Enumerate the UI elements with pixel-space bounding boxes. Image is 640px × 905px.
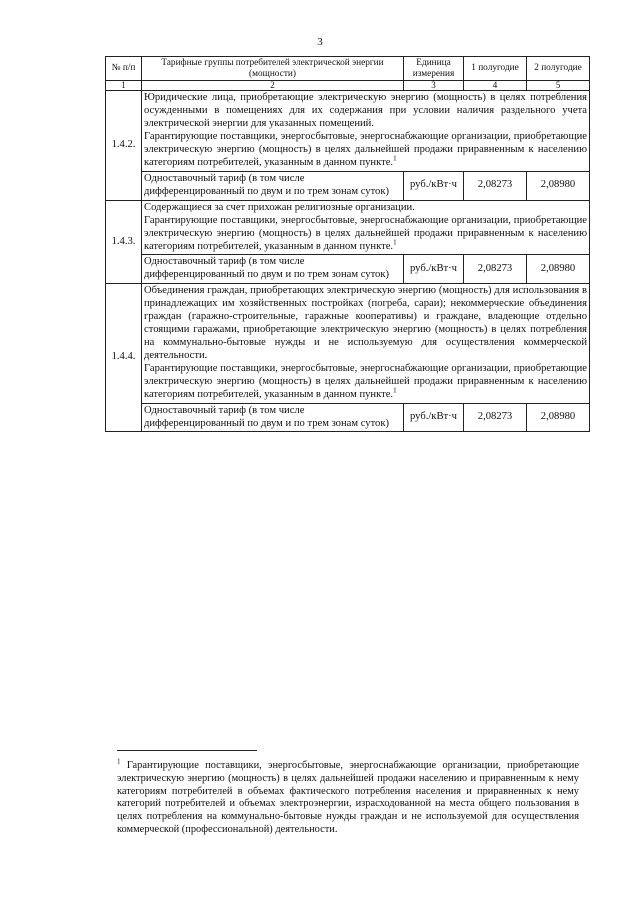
footnote-separator: [117, 750, 257, 751]
row-index: 1.4.4.: [106, 284, 142, 432]
footnote: [117, 757, 579, 837]
description-paragraph: [144, 131, 587, 170]
tariff-unit: руб./кВт·ч: [404, 171, 464, 200]
tariff-half1-value: 2,08273: [464, 255, 527, 284]
description-paragraph: [144, 363, 587, 402]
tariff-row: [106, 255, 590, 284]
tariff-row: [106, 171, 590, 200]
tariff-row: [106, 403, 590, 432]
tariff-half1-value: 2,08273: [464, 403, 527, 432]
header-half1: 1 полугодие: [464, 57, 527, 81]
tariff-label: Одноставочный тариф (в том числе дифференцированный по двум и по трем зонам суток): [142, 403, 404, 432]
tariff-unit: руб./кВт·ч: [404, 403, 464, 432]
description-paragraph: Юридические лица, приобретающие электрическую энергию (мощность) в целях потребления осужденными в помещениях для их содержания при условии наличия раздельного учета электрической энергии для указанных помещений.: [144, 92, 587, 130]
table-row: [106, 91, 590, 172]
description-paragraph: Содержащиеся за счет прихожан религиозные организации.: [144, 201, 415, 213]
column-number: 2: [142, 81, 404, 91]
tariff-label: Одноставочный тариф (в том числе дифференцированный по двум и по трем зонам суток): [142, 255, 404, 284]
tariff-half1-value: 2,08273: [464, 171, 527, 200]
description-paragraph: [144, 215, 587, 254]
tariff-half2-value: 2,08980: [527, 255, 590, 284]
column-numbers-row: [106, 81, 590, 91]
header-unit: Единица измерения: [404, 57, 464, 81]
column-number: 1: [106, 81, 142, 91]
row-description: [142, 284, 590, 403]
header-group: Тарифные группы потребителей электрической энергии (мощности): [142, 57, 404, 81]
page-number: 3: [317, 36, 323, 48]
description-text: Гарантирующие поставщики, энергосбытовые, энергоснабжающие организации, приобретающие электрическую энергию (мощность) в целях дальнейшей продажи приравненным к населению категориям потребителей, указанным в данном пункте.: [144, 362, 587, 400]
column-number: 4: [464, 81, 527, 91]
header-half2: 2 полугодие: [527, 57, 590, 81]
description-paragraph: Объединения граждан, приобретающих электрическую энергию (мощность) для использования в принадлежащих им хозяйственных постройках (погреба, сараи); некоммерческие объединения граждан (гаражно-строительные, гаражные кооперативы) и граждане, владеющие отдельно стоящими гаражами, приобретающие электрическую энергию (мощность) в целях потребления на коммунально-бытовые нужды и не используемую для осуществления коммерческой деятельности.: [144, 285, 587, 361]
column-number: 5: [527, 81, 590, 91]
row-index: 1.4.2.: [106, 91, 142, 200]
table-row: [106, 284, 590, 403]
row-description: [142, 91, 590, 172]
row-index: 1.4.3.: [106, 200, 142, 284]
footnote-mark: 1: [393, 154, 397, 163]
footnote-mark: 1: [117, 757, 121, 766]
table-header-row: [106, 57, 590, 81]
column-number: 3: [404, 81, 464, 91]
row-description: [142, 200, 590, 255]
tariff-label: Одноставочный тариф (в том числе дифференцированный по двум и по трем зонам суток): [142, 171, 404, 200]
tariff-half2-value: 2,08980: [527, 403, 590, 432]
tariff-unit: руб./кВт·ч: [404, 255, 464, 284]
table-row: [106, 200, 590, 255]
tariff-table: [105, 56, 590, 432]
tariff-half2-value: 2,08980: [527, 171, 590, 200]
footnote-mark: 1: [393, 237, 397, 246]
description-text: Гарантирующие поставщики, энергосбытовые, энергоснабжающие организации, приобретающие электрическую энергию (мощность) в целях дальнейшей продажи приравненным к населению категориям потребителей, указанным в данном пункте.: [144, 131, 587, 168]
description-text: Гарантирующие поставщики, энергосбытовые, энергоснабжающие организации, приобретающие электрическую энергию (мощность) в целях дальнейшей продажи приравненным к населению категориям потребителей, указанным в данном пункте.: [144, 214, 587, 252]
header-num: № п/п: [106, 57, 142, 81]
footnote-mark: 1: [393, 386, 397, 395]
footnote-text: Гарантирующие поставщики, энергосбытовые, энергоснабжающие организации, приобретающие электрическую энергию (мощность) в целях дальнейшей продажи населению и приравненным к нему категориям потребителей в объемах фактического потребления населения и приравненных к нему категорий потребителей и объемах электроэнергии, израсходованной на места общего пользования в целях потребления на коммунально-бытовые нужды граждан и не используемой для осуществления коммерческой (профессиональной) деятельности.: [117, 760, 579, 835]
